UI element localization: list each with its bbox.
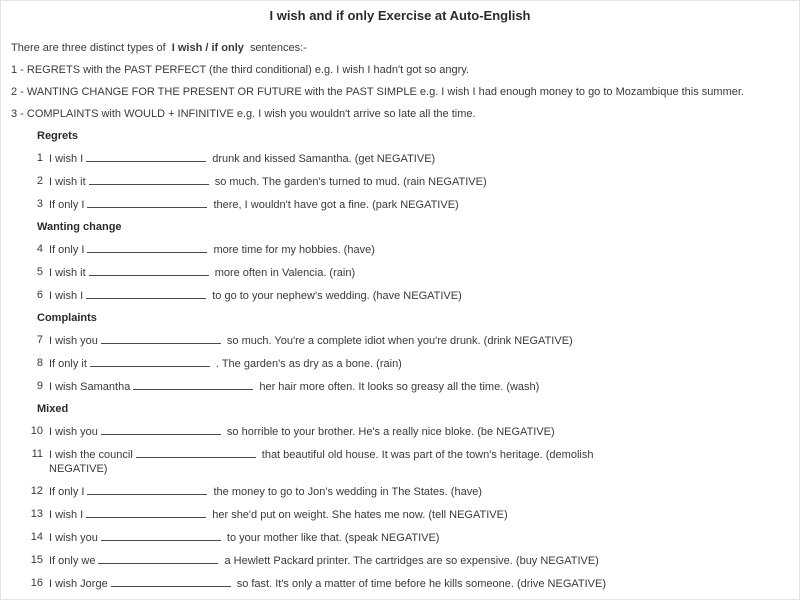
item-number: 10 [30, 425, 43, 437]
item-number: 6 [36, 289, 43, 301]
item-pre: I wish I [49, 153, 84, 165]
item-number: 1 [36, 152, 43, 164]
item-number: 7 [36, 334, 43, 346]
item-pre: I wish Jorge [49, 578, 108, 590]
item-pre: If only I [49, 199, 85, 211]
exercise-item-4 [1, 242, 799, 257]
item-pre: If only we [49, 555, 96, 567]
item-number: 3 [36, 198, 43, 210]
exercise-item-10 [1, 424, 799, 439]
intro-sentence [11, 41, 799, 55]
item-text [49, 356, 402, 371]
section-heading-complaints: Complaints [37, 312, 97, 324]
item-post: more often in Valencia. (rain) [214, 267, 356, 279]
item-post: so much. You're a complete idiot when you're drunk. (drink NEGATIVE) [226, 335, 573, 347]
item-number: 16 [30, 577, 43, 589]
item-text [49, 447, 593, 476]
item-number: 2 [36, 175, 43, 187]
item-post: to your mother like that. (speak NEGATIVE) [226, 532, 440, 544]
item-post: the money to go to Jon's wedding in The States. (have) [213, 486, 482, 498]
item-post: so horrible to your brother. He's a really nice bloke. (be NEGATIVE) [226, 426, 555, 438]
answer-blank [87, 197, 207, 208]
item-text [49, 242, 375, 257]
item-post: so much. The garden's turned to mud. (rain NEGATIVE) [214, 176, 487, 188]
answer-blank [87, 242, 207, 253]
exercise-item-16 [1, 576, 799, 591]
item-number: 13 [30, 508, 43, 520]
answer-blank [101, 530, 221, 541]
type-line-wanting-change: 2 - WANTING CHANGE FOR THE PRESENT OR FUTURE with the PAST SIMPLE e.g. I wish I had enough money to go to Mozambique this summer. [11, 86, 744, 98]
item-number: 9 [36, 380, 43, 392]
item-pre: I wish you [49, 532, 98, 544]
answer-blank [101, 424, 221, 435]
exercise-item-2 [1, 174, 799, 189]
item-post: to go to your nephew's wedding. (have NEGATIVE) [212, 290, 462, 302]
item-post: her she'd put on weight. She hates me now. (tell NEGATIVE) [212, 509, 508, 521]
intro-prefix: There are three distinct types of [11, 42, 166, 54]
answer-blank [86, 151, 206, 162]
item-text [49, 197, 459, 212]
item-post: her hair more often. It looks so greasy all the time. (wash) [259, 381, 540, 393]
exercise-item-8 [1, 356, 799, 371]
item-pre: I wish it [49, 267, 86, 279]
exercise-item-14 [1, 530, 799, 545]
item-number: 8 [36, 357, 43, 369]
item-number: 4 [36, 243, 43, 255]
item-number: 5 [36, 266, 43, 278]
answer-blank [111, 576, 231, 587]
type-line-regrets: 1 - REGRETS with the PAST PERFECT (the third conditional) e.g. I wish I hadn't got so angry. [11, 64, 469, 76]
exercise-item-1 [1, 151, 799, 166]
item-pre: If only I [49, 244, 85, 256]
item-post: . The garden's as dry as a bone. (rain) [215, 358, 402, 370]
exercise-item-7 [1, 333, 799, 348]
item-pre: I wish you [49, 335, 98, 347]
item-pre: I wish I [49, 290, 84, 302]
item-pre: I wish the council [49, 449, 133, 461]
item-post: drunk and kissed Samantha. (get NEGATIVE) [212, 153, 436, 165]
answer-blank [89, 265, 209, 276]
item-text [49, 576, 606, 591]
item-post: a Hewlett Packard printer. The cartridges are so expensive. (buy NEGATIVE) [224, 555, 599, 567]
item-number: 15 [30, 554, 43, 566]
item-pre: If only it [49, 358, 87, 370]
answer-blank [98, 553, 218, 564]
exercise-item-5 [1, 265, 799, 280]
exercise-item-3 [1, 197, 799, 212]
item-post: so fast. It's only a matter of time before he kills someone. (drive NEGATIVE) [236, 578, 607, 590]
answer-blank [101, 333, 221, 344]
item-text [49, 151, 435, 166]
section-heading-wanting-change: Wanting change [37, 221, 122, 233]
item-text [49, 530, 439, 545]
item-pre: I wish I [49, 509, 84, 521]
exercise-item-15 [1, 553, 799, 568]
exercise-item-9 [1, 379, 799, 394]
item-pre: I wish it [49, 176, 86, 188]
answer-blank [86, 507, 206, 518]
answer-blank [86, 288, 206, 299]
exercise-item-11 [1, 447, 799, 476]
exercise-item-12 [1, 484, 799, 499]
item-text [49, 174, 487, 189]
exercise-item-6 [1, 288, 799, 303]
item-text [49, 424, 555, 439]
section-heading-mixed: Mixed [37, 403, 69, 415]
intro-bold-phrase: I wish / if only [171, 42, 244, 54]
item-text [49, 507, 508, 522]
item-text [49, 379, 539, 394]
page-title: I wish and if only Exercise at Auto-English [269, 8, 531, 23]
item-number: 14 [30, 531, 43, 543]
item-text [49, 265, 355, 280]
answer-blank [90, 356, 210, 367]
item-pre: If only I [49, 486, 85, 498]
item-number: 12 [30, 485, 43, 497]
item-post: there, I wouldn't have got a fine. (park NEGATIVE) [213, 199, 459, 211]
item-text [49, 553, 599, 568]
answer-blank [89, 174, 209, 185]
answer-blank [136, 447, 256, 458]
item-number: 11 [31, 448, 43, 460]
item-pre: I wish Samantha [49, 381, 131, 393]
item-text [49, 288, 462, 303]
answer-blank [133, 379, 253, 390]
item-pre: I wish you [49, 426, 98, 438]
type-line-complaints: 3 - COMPLAINTS with WOULD + INFINITIVE e.g. I wish you wouldn't arrive so late all the time. [11, 108, 476, 120]
section-heading-regrets: Regrets [37, 130, 78, 142]
intro-suffix: sentences:- [249, 42, 307, 54]
answer-blank [87, 484, 207, 495]
exercise-item-13 [1, 507, 799, 522]
item-text [49, 333, 573, 348]
item-post-wrapped: NEGATIVE) [49, 463, 108, 475]
item-text [49, 484, 482, 499]
item-post: that beautiful old house. It was part of the town's heritage. (demolish [261, 449, 594, 461]
item-post: more time for my hobbies. (have) [213, 244, 375, 256]
